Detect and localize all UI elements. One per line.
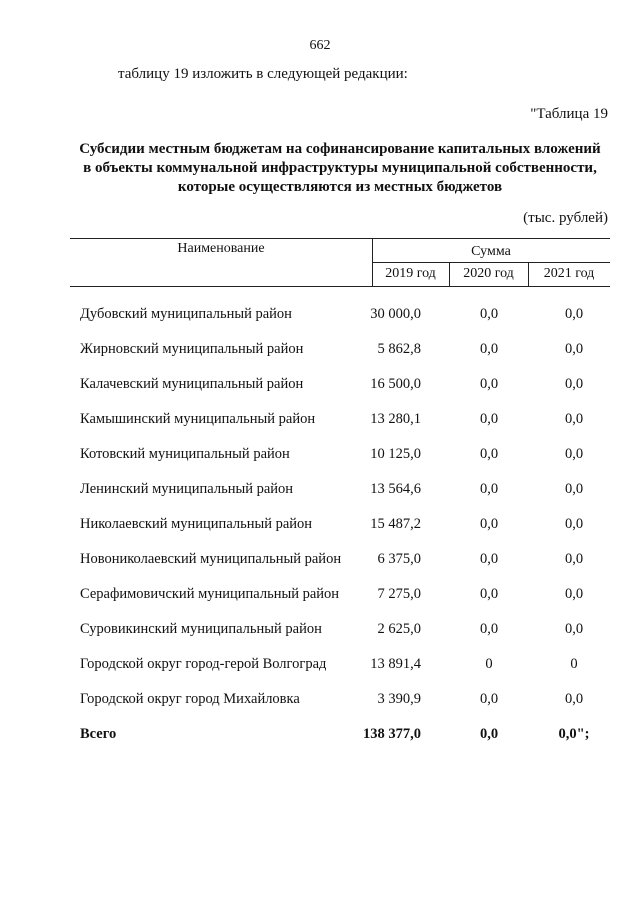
row-name: Ленинский муниципальный район	[80, 481, 294, 497]
row-value-2019: 3 390,9	[377, 691, 421, 707]
row-value-2019: 15 487,2	[370, 516, 421, 532]
row-name: Дубовский муниципальный район	[80, 306, 292, 322]
row-value-2021: 0,0	[564, 586, 584, 602]
header-middle-rule	[372, 262, 610, 263]
row-value-2021: 0	[570, 656, 578, 672]
row-value-2020: 0,0	[479, 376, 499, 392]
row-name: Серафимовичский муниципальный район	[80, 586, 340, 602]
table-row	[80, 516, 620, 536]
page-number: 662	[309, 38, 331, 53]
header-name: Наименование	[177, 241, 265, 256]
row-value-2021: 0,0	[564, 411, 584, 427]
total-row	[80, 726, 620, 746]
table-row	[80, 551, 620, 571]
row-name: Жирновский муниципальный район	[80, 341, 304, 357]
row-value-2019: 30 000,0	[370, 306, 421, 322]
table-row	[80, 341, 620, 361]
total-label: Всего	[80, 726, 117, 742]
table-row	[80, 446, 620, 466]
table-row	[80, 621, 620, 641]
row-value-2020: 0,0	[479, 481, 499, 497]
row-name: Суровикинский муниципальный район	[80, 621, 322, 637]
row-value-2021: 0,0	[564, 341, 584, 357]
row-value-2020: 0,0	[479, 306, 499, 322]
row-value-2021: 0,0	[564, 446, 584, 462]
row-value-2020: 0,0	[479, 586, 499, 602]
row-value-2021: 0,0	[564, 516, 584, 532]
row-value-2020: 0,0	[479, 341, 499, 357]
row-value-2019: 10 125,0	[370, 446, 421, 462]
row-name: Городской округ город Михайловка	[80, 691, 300, 707]
header-sum: Сумма	[471, 244, 511, 259]
row-name: Камышинский муниципальный район	[80, 411, 316, 427]
row-value-2020: 0	[485, 656, 493, 672]
row-value-2019: 2 625,0	[377, 621, 421, 637]
header-bottom-rule	[70, 286, 610, 287]
row-value-2019: 5 862,8	[377, 341, 421, 357]
row-name: Городской округ город-герой Волгоград	[80, 656, 327, 672]
row-name: Калачевский муниципальный район	[80, 376, 304, 392]
total-value-2019: 138 377,0	[363, 726, 421, 742]
table-row	[80, 586, 620, 606]
row-name: Котовский муниципальный район	[80, 446, 290, 462]
title-line-2: в объекты коммунальной инфраструктуры муниципальной собственности,	[83, 160, 597, 176]
row-value-2020: 0,0	[479, 446, 499, 462]
row-value-2020: 0,0	[479, 516, 499, 532]
row-value-2019: 13 280,1	[370, 411, 421, 427]
table-row	[80, 656, 620, 676]
row-value-2021: 0,0	[564, 691, 584, 707]
row-value-2019: 16 500,0	[370, 376, 421, 392]
total-value-2021: 0,0";	[558, 726, 590, 742]
table-top-rule	[70, 238, 610, 239]
row-value-2019: 13 891,4	[370, 656, 421, 672]
row-value-2020: 0,0	[479, 621, 499, 637]
table-row	[80, 376, 620, 396]
total-value-2020: 0,0	[479, 726, 499, 742]
table-label: "Таблица 19	[530, 106, 608, 122]
table-row	[80, 306, 620, 326]
intro-text: таблицу 19 изложить в следующей редакции:	[118, 66, 408, 82]
units-label: (тыс. рублей)	[523, 210, 608, 226]
row-name: Новониколаевский муниципальный район	[80, 551, 342, 567]
row-value-2021: 0,0	[564, 376, 584, 392]
title-line-3: которые осуществляются из местных бюджетов	[177, 179, 503, 195]
header-year-2021: 2021 год	[543, 266, 595, 281]
row-name: Николаевский муниципальный район	[80, 516, 313, 532]
row-value-2020: 0,0	[479, 691, 499, 707]
row-value-2019: 6 375,0	[377, 551, 421, 567]
row-value-2019: 7 275,0	[377, 586, 421, 602]
row-value-2020: 0,0	[479, 411, 499, 427]
table-row	[80, 691, 620, 711]
table-row	[80, 411, 620, 431]
row-value-2021: 0,0	[564, 551, 584, 567]
row-value-2019: 13 564,6	[370, 481, 421, 497]
table-row	[80, 481, 620, 501]
row-value-2021: 0,0	[564, 621, 584, 637]
title-line-1: Субсидии местным бюджетам на софинансирование капитальных вложений	[79, 141, 601, 157]
header-year-2019: 2019 год	[385, 266, 436, 281]
row-value-2020: 0,0	[479, 551, 499, 567]
row-value-2021: 0,0	[564, 306, 584, 322]
row-value-2021: 0,0	[564, 481, 584, 497]
header-year-2020: 2020 год	[463, 266, 514, 281]
table-title	[70, 140, 610, 197]
